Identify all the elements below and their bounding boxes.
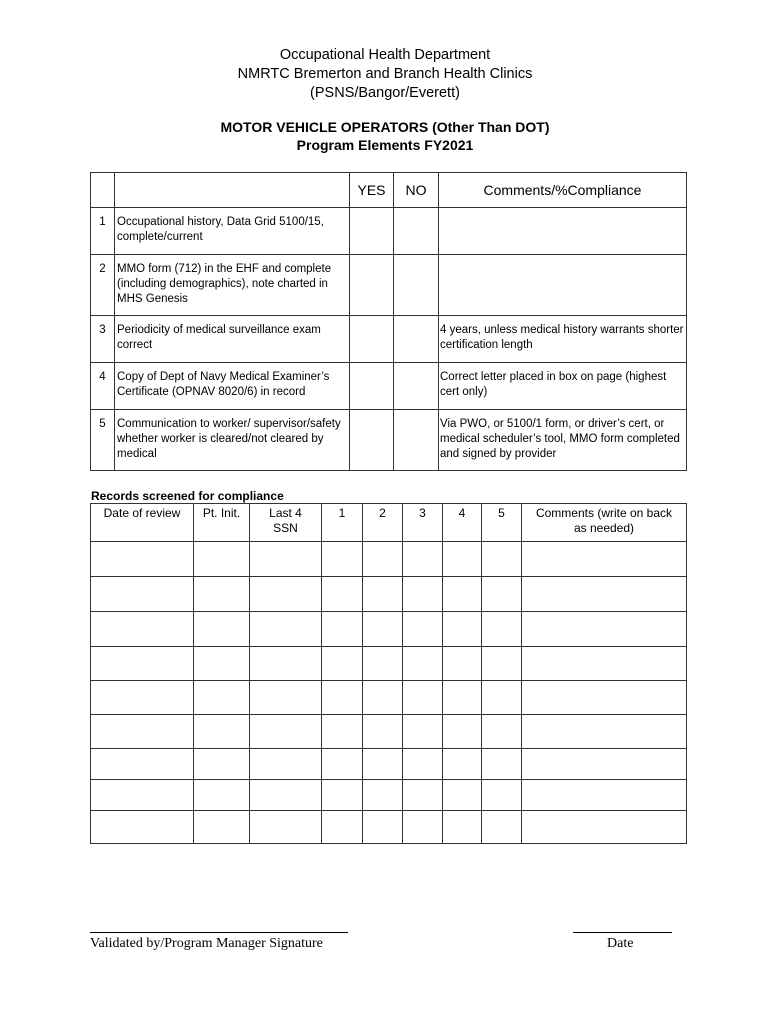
record-cell[interactable] bbox=[403, 647, 443, 681]
record-cell[interactable] bbox=[443, 749, 482, 780]
record-cell[interactable] bbox=[322, 681, 363, 715]
table-row bbox=[91, 363, 687, 410]
record-cell[interactable] bbox=[322, 780, 363, 811]
comment-cell[interactable]: Correct letter placed in box on page (highest cert only) bbox=[439, 363, 687, 410]
row-number: 5 bbox=[91, 410, 115, 471]
header-yes: YES bbox=[350, 173, 394, 208]
table-row bbox=[91, 647, 687, 681]
row-number: 2 bbox=[91, 255, 115, 316]
table-row bbox=[91, 542, 687, 577]
record-cell[interactable] bbox=[194, 612, 250, 647]
header-element-3: 3 bbox=[403, 504, 443, 542]
record-cell[interactable] bbox=[194, 749, 250, 780]
header-element-4: 4 bbox=[443, 504, 482, 542]
record-cell[interactable] bbox=[403, 681, 443, 715]
yes-cell[interactable] bbox=[350, 410, 394, 471]
records-table bbox=[90, 503, 687, 844]
table-row bbox=[91, 316, 687, 363]
record-cell[interactable] bbox=[250, 647, 322, 681]
title-line-2: Program Elements FY2021 bbox=[296, 137, 474, 153]
header-no: NO bbox=[394, 173, 439, 208]
program-elements-table bbox=[90, 172, 687, 471]
no-cell[interactable] bbox=[394, 255, 439, 316]
record-cell[interactable] bbox=[322, 577, 363, 612]
record-cell[interactable] bbox=[91, 577, 194, 612]
record-cell[interactable] bbox=[522, 542, 687, 577]
record-cell[interactable] bbox=[322, 749, 363, 780]
document-header bbox=[0, 46, 770, 103]
record-cell[interactable] bbox=[403, 612, 443, 647]
no-cell[interactable] bbox=[394, 316, 439, 363]
comment-cell[interactable] bbox=[439, 255, 687, 316]
records-screened-label: Records screened for compliance bbox=[91, 489, 284, 503]
comment-cell[interactable]: 4 years, unless medical history warrants shorter certification length bbox=[439, 316, 687, 363]
record-cell[interactable] bbox=[194, 542, 250, 577]
record-cell[interactable] bbox=[250, 577, 322, 612]
record-cell[interactable] bbox=[522, 577, 687, 612]
document-title bbox=[0, 118, 770, 154]
record-cell[interactable] bbox=[250, 612, 322, 647]
record-cell[interactable] bbox=[250, 681, 322, 715]
record-cell[interactable] bbox=[91, 749, 194, 780]
record-cell[interactable] bbox=[91, 715, 194, 749]
record-cell[interactable] bbox=[322, 612, 363, 647]
table-row bbox=[91, 715, 687, 749]
header-comments bbox=[522, 504, 687, 542]
table-row bbox=[91, 208, 687, 255]
record-cell[interactable] bbox=[522, 749, 687, 780]
record-cell[interactable] bbox=[363, 715, 403, 749]
record-cell[interactable] bbox=[443, 715, 482, 749]
records-body bbox=[91, 542, 687, 844]
record-cell[interactable] bbox=[443, 542, 482, 577]
record-cell[interactable] bbox=[194, 715, 250, 749]
record-cell[interactable] bbox=[482, 749, 522, 780]
table-row bbox=[91, 410, 687, 471]
record-cell[interactable] bbox=[403, 780, 443, 811]
row-number: 4 bbox=[91, 363, 115, 410]
no-cell[interactable] bbox=[394, 208, 439, 255]
record-cell[interactable] bbox=[91, 681, 194, 715]
record-cell[interactable] bbox=[522, 681, 687, 715]
table-row bbox=[91, 811, 687, 844]
record-cell[interactable] bbox=[482, 647, 522, 681]
record-cell[interactable] bbox=[250, 715, 322, 749]
record-cell[interactable] bbox=[482, 681, 522, 715]
record-cell[interactable] bbox=[403, 577, 443, 612]
record-cell[interactable] bbox=[443, 577, 482, 612]
header-date-of-review: Date of review bbox=[91, 504, 194, 542]
row-number: 1 bbox=[91, 208, 115, 255]
record-cell[interactable] bbox=[482, 577, 522, 612]
yes-cell[interactable] bbox=[350, 363, 394, 410]
record-cell[interactable] bbox=[482, 542, 522, 577]
record-cell[interactable] bbox=[522, 612, 687, 647]
records-header-row bbox=[91, 504, 687, 542]
record-cell[interactable] bbox=[363, 780, 403, 811]
header-comments: Comments/%Compliance bbox=[439, 173, 687, 208]
table-row bbox=[91, 612, 687, 647]
table-row bbox=[91, 681, 687, 715]
record-cell[interactable] bbox=[482, 612, 522, 647]
header-last4-ssn bbox=[250, 504, 322, 542]
header-element-5: 5 bbox=[482, 504, 522, 542]
record-cell[interactable] bbox=[250, 749, 322, 780]
record-cell[interactable] bbox=[322, 542, 363, 577]
record-cell[interactable] bbox=[363, 811, 403, 844]
record-cell[interactable] bbox=[443, 647, 482, 681]
record-cell[interactable] bbox=[522, 647, 687, 681]
signature-label: Validated by/Program Manager Signature bbox=[90, 936, 323, 951]
element-description: Communication to worker/ supervisor/safety whether worker is cleared/not cleared by medical bbox=[115, 410, 350, 471]
record-cell[interactable] bbox=[91, 542, 194, 577]
record-cell[interactable] bbox=[403, 542, 443, 577]
record-cell[interactable] bbox=[91, 780, 194, 811]
record-cell[interactable] bbox=[403, 749, 443, 780]
record-cell[interactable] bbox=[91, 612, 194, 647]
header-last4-ssn-line2: SSN bbox=[273, 521, 298, 535]
record-cell[interactable] bbox=[522, 780, 687, 811]
record-cell[interactable] bbox=[250, 811, 322, 844]
no-cell[interactable] bbox=[394, 410, 439, 471]
element-description: Periodicity of medical surveillance exam correct bbox=[115, 316, 350, 363]
comment-cell[interactable] bbox=[439, 208, 687, 255]
table-header-row bbox=[91, 173, 687, 208]
title-line-1: MOTOR VEHICLE OPERATORS (Other Than DOT) bbox=[220, 119, 550, 135]
yes-cell[interactable] bbox=[350, 208, 394, 255]
header-pt-init: Pt. Init. bbox=[194, 504, 250, 542]
record-cell[interactable] bbox=[522, 811, 687, 844]
record-cell[interactable] bbox=[363, 681, 403, 715]
record-cell[interactable] bbox=[322, 647, 363, 681]
header-comments-line1: Comments (write on back bbox=[535, 506, 673, 520]
record-cell[interactable] bbox=[363, 647, 403, 681]
record-cell[interactable] bbox=[443, 681, 482, 715]
header-element-2: 2 bbox=[363, 504, 403, 542]
record-cell[interactable] bbox=[194, 681, 250, 715]
record-cell[interactable] bbox=[363, 542, 403, 577]
date-label: Date bbox=[607, 936, 634, 951]
signature-line[interactable] bbox=[90, 932, 348, 933]
record-cell[interactable] bbox=[363, 577, 403, 612]
record-cell[interactable] bbox=[194, 647, 250, 681]
table-row bbox=[91, 255, 687, 316]
record-cell[interactable] bbox=[250, 780, 322, 811]
date-line[interactable] bbox=[573, 932, 672, 933]
record-cell[interactable] bbox=[363, 749, 403, 780]
table-row bbox=[91, 780, 687, 811]
record-cell[interactable] bbox=[363, 612, 403, 647]
record-cell[interactable] bbox=[91, 811, 194, 844]
record-cell[interactable] bbox=[443, 780, 482, 811]
clinic-locations: (PSNS/Bangor/Everett) bbox=[310, 85, 460, 101]
record-cell[interactable] bbox=[482, 715, 522, 749]
record-cell[interactable] bbox=[250, 542, 322, 577]
record-cell[interactable] bbox=[403, 715, 443, 749]
record-cell[interactable] bbox=[91, 647, 194, 681]
record-cell[interactable] bbox=[194, 780, 250, 811]
yes-cell[interactable] bbox=[350, 316, 394, 363]
record-cell[interactable] bbox=[322, 715, 363, 749]
record-cell[interactable] bbox=[482, 811, 522, 844]
comment-cell[interactable]: Via PWO, or 5100/1 form, or driver’s cert, or medical scheduler’s tool, MMO form completed and signed by provider bbox=[439, 410, 687, 471]
record-cell[interactable] bbox=[403, 811, 443, 844]
record-cell[interactable] bbox=[194, 577, 250, 612]
department-name: Occupational Health Department bbox=[279, 47, 491, 63]
header-item-cell bbox=[115, 173, 350, 208]
row-number: 3 bbox=[91, 316, 115, 363]
table-row bbox=[91, 749, 687, 780]
yes-cell[interactable] bbox=[350, 255, 394, 316]
record-cell[interactable] bbox=[443, 612, 482, 647]
no-cell[interactable] bbox=[394, 363, 439, 410]
header-num-cell bbox=[91, 173, 115, 208]
header-element-1: 1 bbox=[322, 504, 363, 542]
header-comments-line2: as needed) bbox=[573, 521, 635, 535]
table-row bbox=[91, 577, 687, 612]
element-description: Copy of Dept of Navy Medical Examiner’s Certificate (OPNAV 8020/6) in record bbox=[115, 363, 350, 410]
element-description: Occupational history, Data Grid 5100/15, complete/current bbox=[115, 208, 350, 255]
facility-name: NMRTC Bremerton and Branch Health Clinics bbox=[237, 66, 533, 82]
record-cell[interactable] bbox=[443, 811, 482, 844]
header-last4-ssn-line1: Last 4 bbox=[269, 506, 302, 520]
record-cell[interactable] bbox=[322, 811, 363, 844]
record-cell[interactable] bbox=[482, 780, 522, 811]
record-cell[interactable] bbox=[522, 715, 687, 749]
record-cell[interactable] bbox=[194, 811, 250, 844]
element-description: MMO form (712) in the EHF and complete (including demographics), note charted in MHS Genesis bbox=[115, 255, 350, 316]
